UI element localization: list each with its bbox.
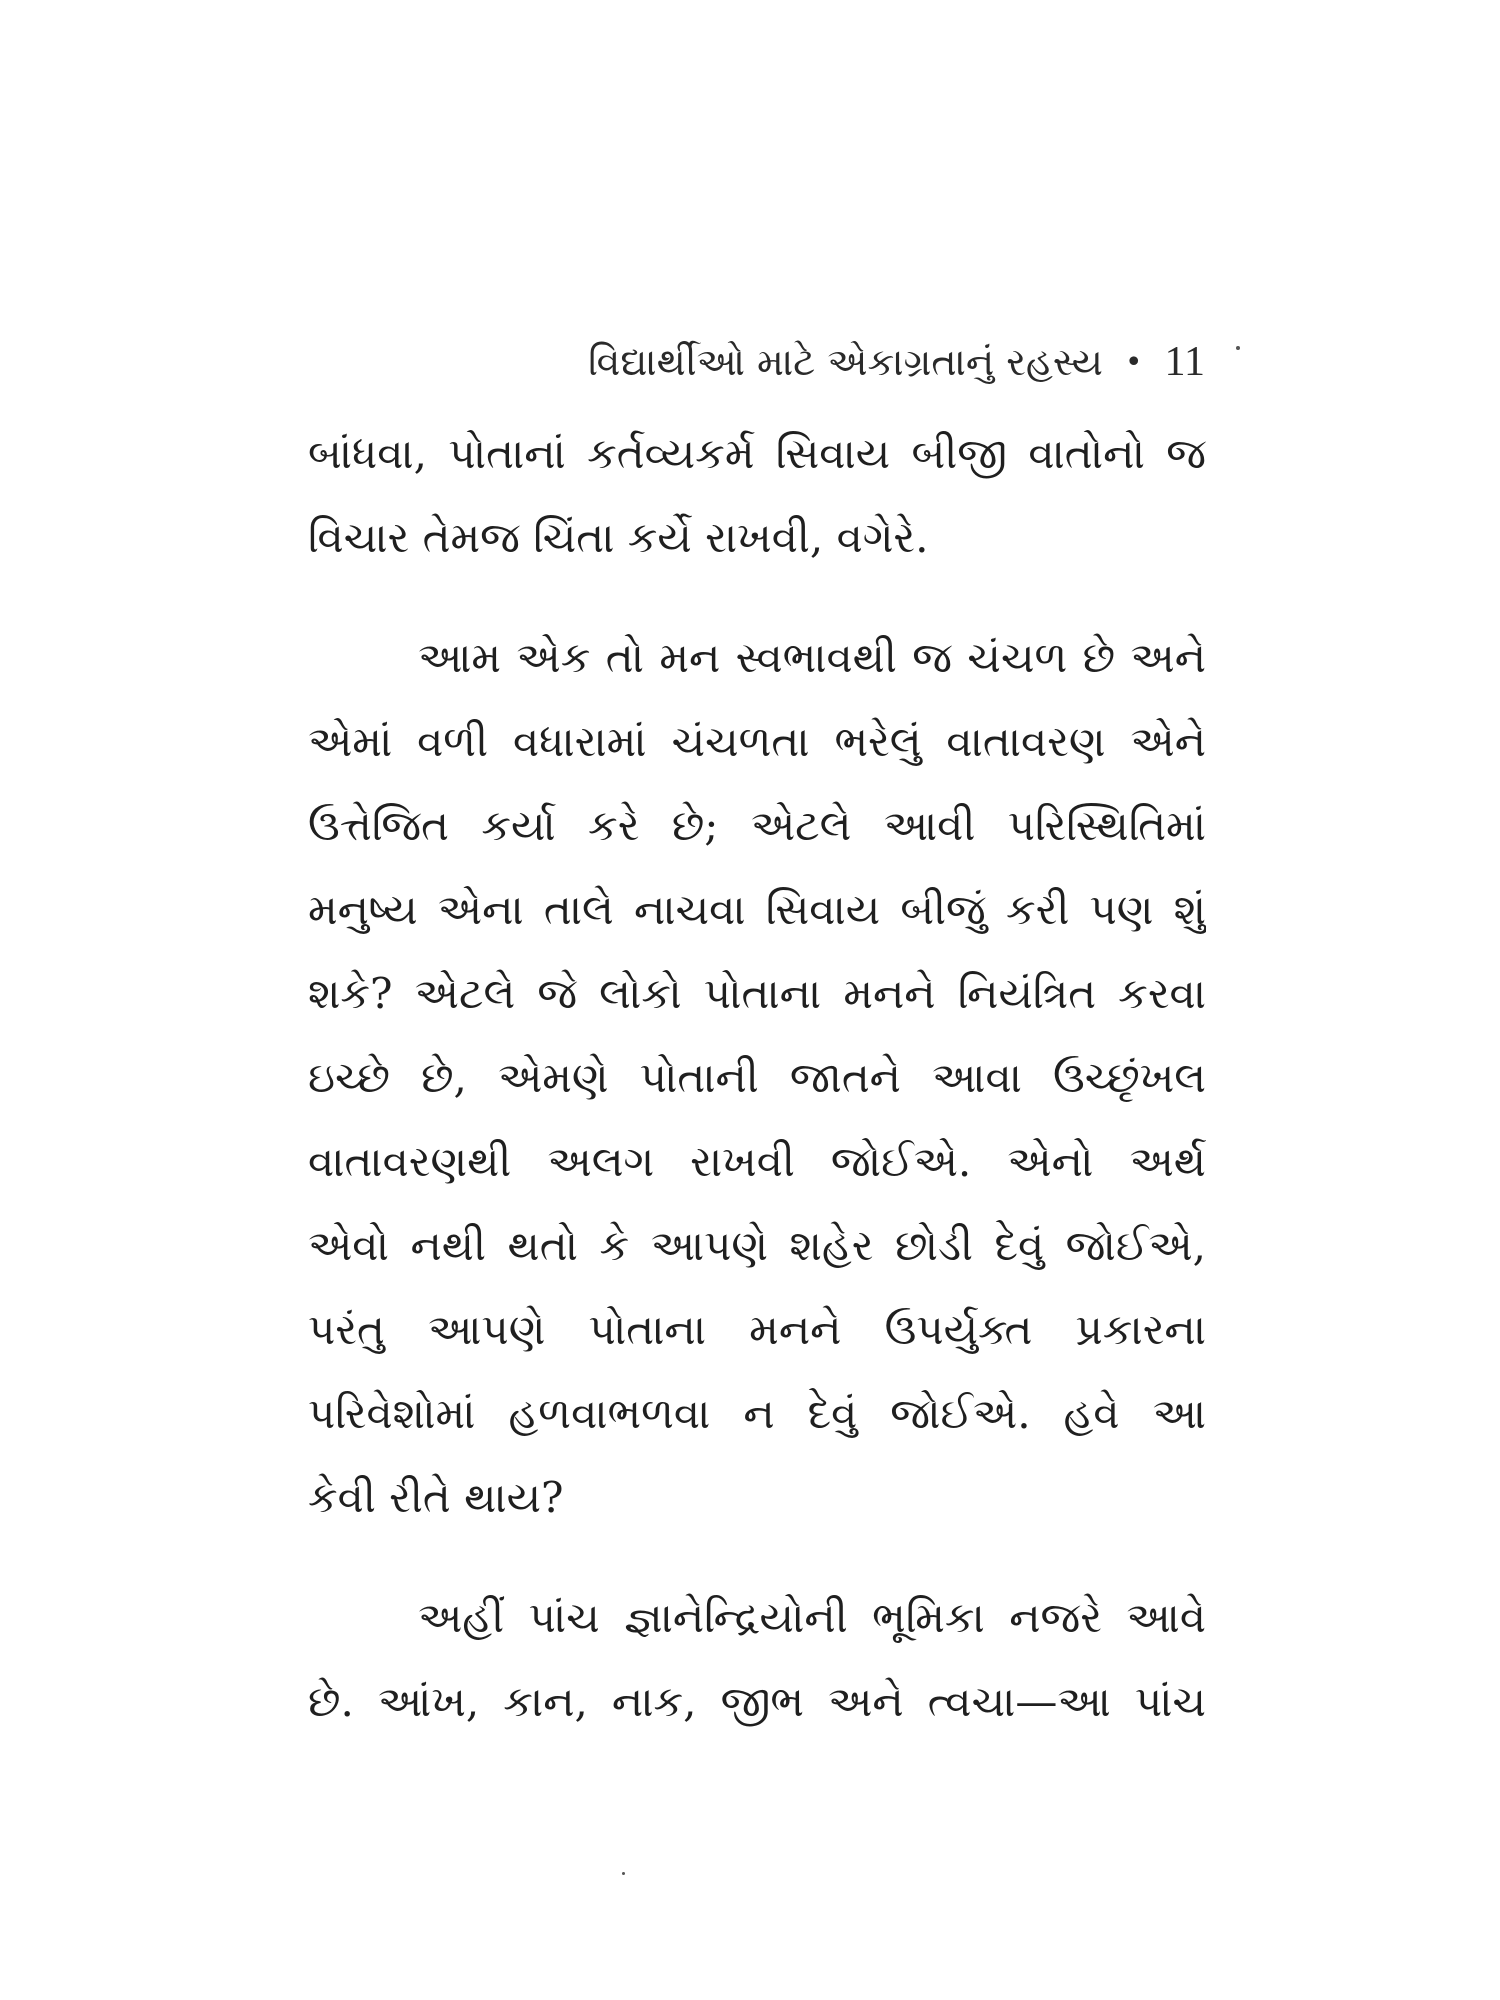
speck-mark	[1236, 346, 1240, 350]
text-line: અહીં પાંચ જ્ઞાનેન્દ્રિયોની ભૂમિકા નજરે આવે	[418, 1593, 1206, 1642]
paragraph	[308, 1576, 1206, 1744]
speck-mark	[622, 1872, 625, 1875]
text-line: એમાં વળી વધારામાં ચંચળતા ભરેલું વાતાવરણ એને	[308, 717, 1206, 766]
paragraph-continued	[308, 412, 1206, 580]
text-line: બાંધવા, પોતાનાં કર્તવ્યકર્મ સિવાય બીજી વાતોનો જ	[308, 429, 1206, 478]
text-line: ઉત્તેજિત કર્યા કરે છે; એટલે આવી પરિસ્થિતિમાં	[308, 801, 1206, 850]
paragraph	[308, 616, 1206, 1540]
text-line: છે. આંખ, કાન, નાક, જીભ અને ત્વચા—આ પાંચ	[308, 1677, 1206, 1726]
page-number: 11	[1164, 339, 1205, 385]
text-line: પરિવેશોમાં હળવાભળવા ન દેવું જોઈએ. હવે આ	[308, 1389, 1206, 1438]
text-line: શકે? એટલે જે લોકો પોતાના મનને નિયંત્રિત કરવા	[308, 969, 1206, 1018]
text-line: આમ એક તો મન સ્વભાવથી જ ચંચળ છે અને	[418, 633, 1206, 682]
text-line: કેવી રીતે થાય?	[308, 1473, 564, 1522]
body-text	[308, 412, 1206, 1744]
text-line: પરંતુ આપણે પોતાના મનને ઉપર્યુક્ત પ્રકારના	[308, 1305, 1206, 1354]
running-head-separator: •	[1124, 344, 1143, 380]
text-line: ઇચ્છે છે, એમણે પોતાની જાતને આવા ઉચ્છૃંખલ	[308, 1053, 1206, 1102]
text-line: એવો નથી થતો કે આપણે શહેર છોડી દેવું જોઈએ,	[308, 1221, 1206, 1270]
text-line: મનુષ્ય એના તાલે નાચવા સિવાય બીજું કરી પણ શું	[308, 885, 1206, 934]
running-head-title: વિદ્યાર્થીઓ માટે એકાગ્રતાનું રહસ્ય	[588, 339, 1103, 384]
text-line: વાતાવરણથી અલગ રાખવી જોઈએ. એનો અર્થ	[308, 1137, 1206, 1186]
text-line: વિચાર તેમજ ચિંતા કર્યે રાખવી, વગેરે.	[308, 513, 929, 562]
running-head	[300, 332, 1205, 392]
